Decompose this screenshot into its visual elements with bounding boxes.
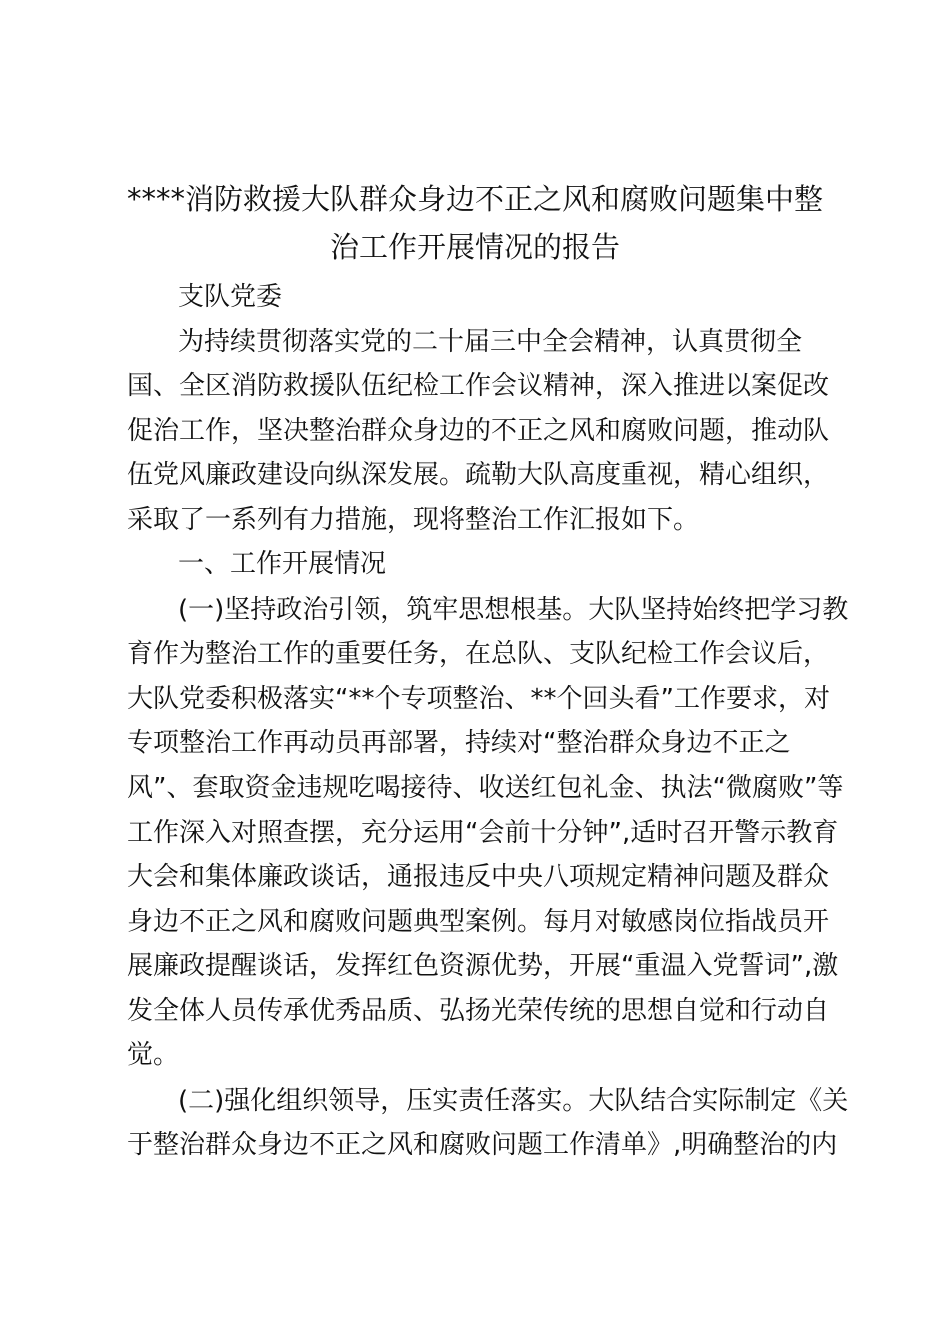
recipient: 支队党委 xyxy=(178,282,283,312)
paragraph-line: (二)强化组织领导，压实责任落实。大队结合实际制定《关 xyxy=(178,1086,849,1116)
document-title-line-1: ****消防救援大队群众身边不正之风和腐败问题集中整 xyxy=(126,182,823,216)
intro-line: 国、全区消防救援队伍纪检工作会议精神，深入推进以案促改 xyxy=(127,371,830,401)
document-title-line-2: 治工作开展情况的报告 xyxy=(329,230,620,264)
paragraph-line: 大会和集体廉政谈话，通报违反中央八项规定精神问题及群众 xyxy=(127,862,830,892)
paragraph-line: 风”、套取资金违规吃喝接待、收送红包礼金、执法“微腐败”等 xyxy=(127,773,844,803)
paragraph-line: 专项整治工作再动员再部署，持续对“整治群众身边不正之 xyxy=(127,728,791,758)
paragraph-line: 于整治群众身边不正之风和腐败问题工作清单》,明确整治的内 xyxy=(127,1130,838,1160)
paragraph-line: 工作深入对照查摆，充分运用“会前十分钟”,适时召开警示教育 xyxy=(127,818,839,848)
paragraph-line: 觉。 xyxy=(127,1040,180,1070)
paragraph-line: 展廉政提醒谈话，发挥红色资源优势，开展“重温入党誓词”,激 xyxy=(127,951,839,981)
section-heading: 一、工作开展情况 xyxy=(178,549,387,579)
intro-line: 促治工作，坚决整治群众身边的不正之风和腐败问题，推动队 xyxy=(127,416,830,446)
paragraph-line: 育作为整治工作的重要任务，在总队、支队纪检工作会议后， xyxy=(127,639,830,669)
intro-line: 伍党风廉政建设向纵深发展。疏勒大队高度重视，精心组织， xyxy=(127,460,830,490)
paragraph-line: 身边不正之风和腐败问题典型案例。每月对敏感岗位指战员开 xyxy=(127,907,830,937)
paragraph-line: 大队党委积极落实“**个专项整治、**个回头看”工作要求，对 xyxy=(127,684,830,714)
paragraph-line: (一)坚持政治引领，筑牢思想根基。大队坚持始终把学习教 xyxy=(178,595,849,625)
paragraph-line: 发全体人员传承优秀品质、弘扬光荣传统的思想自觉和行动自 xyxy=(127,996,830,1026)
intro-line: 采取了一系列有力措施，现将整治工作汇报如下。 xyxy=(127,505,700,535)
intro-line: 为持续贯彻落实党的二十届三中全会精神，认真贯彻全 xyxy=(178,327,803,357)
